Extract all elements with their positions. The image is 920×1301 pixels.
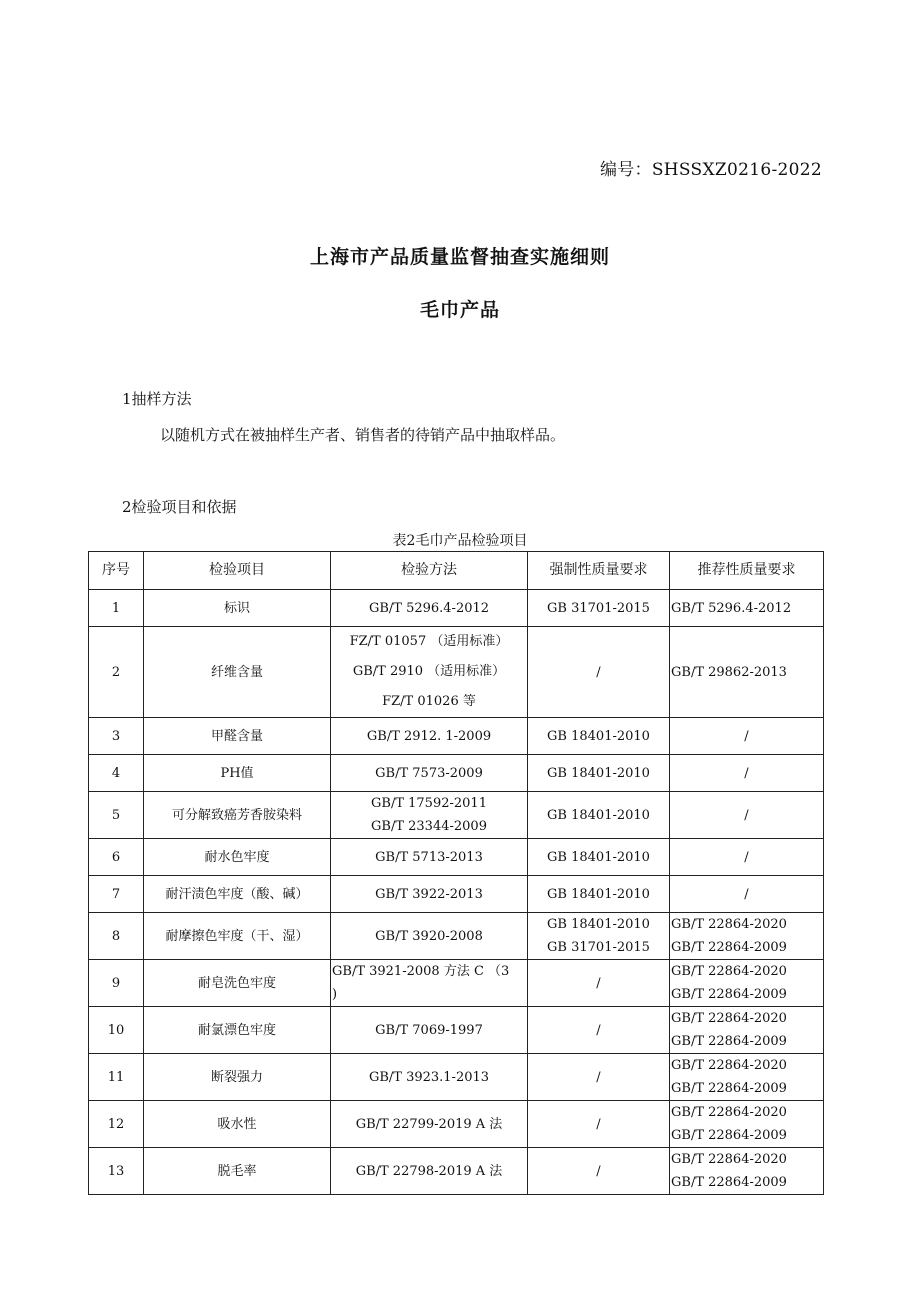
cell-item: 耐皂洗色牢度 (144, 960, 331, 1007)
cell-mandatory-line: GB 18401-2010 (547, 765, 650, 781)
cell-method (331, 627, 528, 718)
cell-mandatory-line: GB 18401-2010 (547, 807, 650, 823)
cell-no: 8 (89, 913, 144, 960)
table-row (89, 1007, 824, 1054)
table-row (89, 1101, 824, 1148)
cell-recommended-line: GB/T 22864-2020 (671, 1011, 787, 1026)
table-row (89, 755, 824, 792)
cell-no: 5 (89, 792, 144, 839)
cell-mandatory (528, 1148, 670, 1195)
cell-no: 4 (89, 755, 144, 792)
cell-recommended (670, 1054, 824, 1101)
cell-mandatory-line: GB 18401-2010 (547, 917, 650, 932)
cell-method-line: GB/T 23344-2009 (371, 819, 487, 834)
cell-recommended (670, 792, 824, 839)
cell-method (331, 718, 528, 755)
table-row (89, 792, 824, 839)
cell-no: 7 (89, 876, 144, 913)
cell-mandatory-line: GB 18401-2010 (547, 849, 650, 865)
cell-method-line: FZ/T 01026 等 (382, 694, 476, 709)
cell-mandatory (528, 1101, 670, 1148)
cell-method (331, 792, 528, 839)
cell-recommended-line: / (744, 728, 749, 744)
cell-mandatory (528, 839, 670, 876)
cell-item: 耐摩擦色牢度（干、湿） (144, 913, 331, 960)
cell-recommended (670, 913, 824, 960)
cell-item: 标识 (144, 590, 331, 627)
cell-method (331, 839, 528, 876)
cell-no: 3 (89, 718, 144, 755)
cell-item: PH值 (144, 755, 331, 792)
section-1-heading: 1抽样方法 (122, 390, 192, 408)
cell-method (331, 1101, 528, 1148)
table-row (89, 1054, 824, 1101)
section-2-heading: 2检验项目和依据 (122, 498, 237, 516)
cell-method (331, 1054, 528, 1101)
cell-mandatory (528, 755, 670, 792)
cell-recommended-line: GB/T 22864-2009 (671, 1081, 787, 1096)
cell-recommended-line: GB/T 22864-2020 (671, 964, 787, 979)
document-subtitle: 毛巾产品 (419, 299, 500, 321)
cell-recommended (670, 839, 824, 876)
cell-method (331, 590, 528, 627)
cell-no: 12 (89, 1101, 144, 1148)
cell-recommended (670, 590, 824, 627)
table-row (89, 960, 824, 1007)
table-row (89, 590, 824, 627)
cell-item: 甲醛含量 (144, 718, 331, 755)
cell-no: 2 (89, 627, 144, 718)
cell-item: 耐水色牢度 (144, 839, 331, 876)
cell-mandatory-line: GB 31701-2015 (547, 600, 650, 616)
cell-mandatory-line: / (596, 1069, 601, 1085)
cell-method (331, 876, 528, 913)
cell-mandatory (528, 876, 670, 913)
cell-method-line: GB/T 22799-2019 A 法 (355, 1116, 503, 1132)
cell-no: 11 (89, 1054, 144, 1101)
inspection-table (88, 551, 824, 1195)
cell-mandatory (528, 1007, 670, 1054)
cell-mandatory-line: / (596, 1163, 601, 1179)
cell-mandatory (528, 960, 670, 1007)
cell-recommended (670, 1148, 824, 1195)
cell-mandatory-line: GB 18401-2010 (547, 886, 650, 902)
cell-item: 脱毛率 (144, 1148, 331, 1195)
cell-method-line: GB/T 2912. 1-2009 (366, 728, 492, 744)
cell-method-line: ) (332, 987, 338, 1002)
cell-recommended-line: GB/T 5296.4-2012 (671, 600, 792, 616)
cell-method-line: GB/T 5296.4-2012 (368, 600, 490, 616)
cell-method (331, 1148, 528, 1195)
table-row (89, 839, 824, 876)
cell-method-line: GB/T 2910 （适用标准） (352, 664, 506, 679)
document-number: 编号：SHSSXZ0216-2022 (599, 160, 822, 180)
cell-method-line: FZ/T 01057 （适用标准） (349, 634, 509, 649)
cell-no: 1 (89, 590, 144, 627)
cell-recommended-line: GB/T 22864-2009 (671, 1034, 787, 1049)
cell-method-line: GB/T 3923.1-2013 (368, 1069, 490, 1085)
section-1-body: 以随机方式在被抽样生产者、销售者的待销产品中抽取样品。 (160, 426, 566, 444)
table-caption: 表2毛巾产品检验项目 (392, 533, 528, 549)
cell-recommended (670, 718, 824, 755)
table-row (89, 876, 824, 913)
cell-mandatory (528, 792, 670, 839)
cell-mandatory (528, 590, 670, 627)
cell-recommended (670, 1007, 824, 1054)
cell-recommended (670, 960, 824, 1007)
cell-method (331, 1007, 528, 1054)
cell-recommended-line: GB/T 22864-2020 (671, 1152, 787, 1167)
cell-recommended-line: / (744, 886, 749, 902)
cell-recommended (670, 755, 824, 792)
table-header-row (89, 552, 824, 590)
cell-mandatory (528, 913, 670, 960)
cell-mandatory-line: / (596, 664, 601, 680)
cell-method-line: GB/T 17592-2011 (371, 796, 487, 811)
header-mandatory: 强制性质量要求 (528, 552, 670, 590)
table-row (89, 627, 824, 718)
cell-method (331, 960, 528, 1007)
document-title: 上海市产品质量监督抽查实施细则 (309, 246, 610, 268)
cell-item: 耐氯漂色牢度 (144, 1007, 331, 1054)
cell-method-line: GB/T 5713-2013 (375, 849, 483, 865)
cell-mandatory-line: / (596, 1116, 601, 1132)
cell-recommended-line: / (744, 765, 749, 781)
cell-mandatory (528, 627, 670, 718)
cell-recommended-line: GB/T 22864-2009 (671, 987, 787, 1002)
cell-method-line: GB/T 7573-2009 (375, 765, 483, 781)
cell-recommended-line: GB/T 29862-2013 (671, 664, 787, 680)
cell-mandatory-line: GB 31701-2015 (547, 940, 650, 955)
cell-item: 吸水性 (144, 1101, 331, 1148)
table-row (89, 718, 824, 755)
cell-mandatory (528, 718, 670, 755)
cell-method-line: GB/T 3920-2008 (375, 928, 483, 944)
header-method: 检验方法 (331, 552, 528, 590)
cell-recommended-line: / (744, 849, 749, 865)
header-no: 序号 (89, 552, 144, 590)
cell-recommended-line: GB/T 22864-2020 (671, 1105, 787, 1120)
table-row (89, 1148, 824, 1195)
cell-recommended-line: GB/T 22864-2020 (671, 917, 787, 932)
table-row (89, 913, 824, 960)
cell-no: 9 (89, 960, 144, 1007)
cell-recommended (670, 1101, 824, 1148)
cell-method (331, 913, 528, 960)
cell-mandatory-line: / (596, 1022, 601, 1038)
cell-method-line: GB/T 7069-1997 (375, 1022, 483, 1038)
cell-recommended-line: GB/T 22864-2020 (671, 1058, 787, 1073)
header-item: 检验项目 (144, 552, 331, 590)
cell-recommended-line: GB/T 22864-2009 (671, 1128, 787, 1143)
cell-method (331, 755, 528, 792)
cell-no: 13 (89, 1148, 144, 1195)
cell-item: 耐汗渍色牢度（酸、碱） (144, 876, 331, 913)
cell-mandatory-line: / (596, 975, 601, 991)
cell-no: 10 (89, 1007, 144, 1054)
cell-item: 断裂强力 (144, 1054, 331, 1101)
cell-recommended-line: GB/T 22864-2009 (671, 1175, 787, 1190)
cell-recommended (670, 876, 824, 913)
cell-recommended-line: GB/T 22864-2009 (671, 940, 787, 955)
cell-method-line: GB/T 3921-2008 方法 C （3 (332, 964, 510, 979)
cell-recommended-line: / (744, 807, 749, 823)
cell-method-line: GB/T 3922-2013 (375, 886, 483, 902)
table-body (89, 590, 824, 1195)
cell-mandatory-line: GB 18401-2010 (547, 728, 650, 744)
cell-no: 6 (89, 839, 144, 876)
cell-mandatory (528, 1054, 670, 1101)
cell-item: 纤维含量 (144, 627, 331, 718)
cell-recommended (670, 627, 824, 718)
cell-item: 可分解致癌芳香胺染料 (144, 792, 331, 839)
cell-method-line: GB/T 22798-2019 A 法 (355, 1163, 503, 1179)
header-recommended: 推荐性质量要求 (670, 552, 824, 590)
